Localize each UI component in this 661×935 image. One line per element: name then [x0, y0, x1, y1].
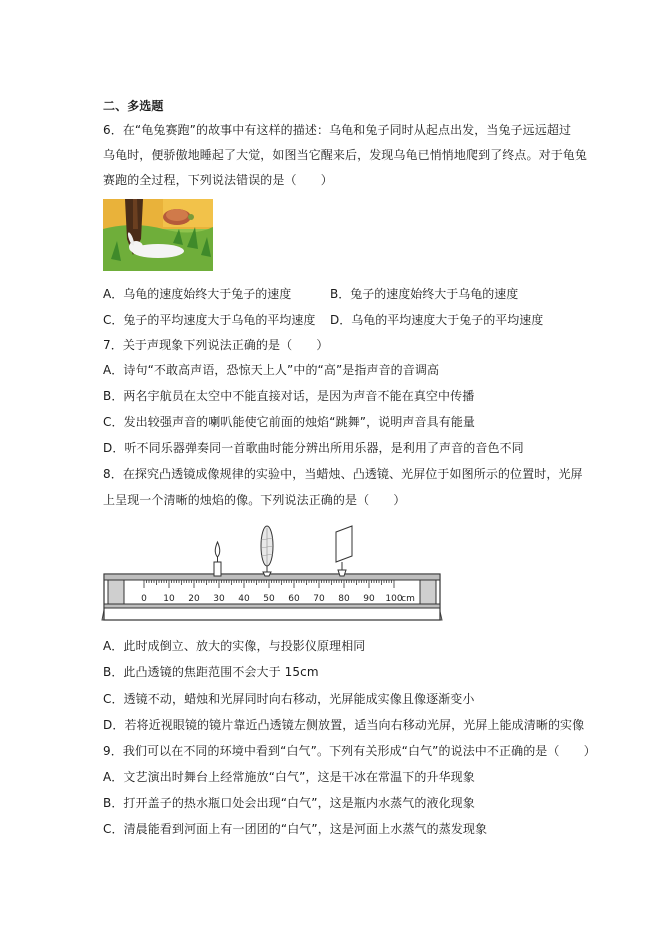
- optical-bench-diagram: [100, 520, 445, 625]
- question-6-option-b: B．兔子的速度始终大于乌龟的速度: [330, 287, 519, 301]
- ruler-tick-label: 100: [385, 594, 403, 604]
- question-7-option-d: D．听不同乐器弹奏同一首歌曲时能分辨出所用乐器，是利用了声音的音色不同: [103, 441, 524, 455]
- section-title: 二、多选题: [103, 99, 164, 113]
- ruler-tick-label: 60: [288, 594, 300, 604]
- question-8-option-a: A．此时成倒立、放大的实像，与投影仪原理相同: [103, 639, 366, 653]
- question-7-option-c: C．发出较强声音的喇叭能使它前面的烛焰“跳舞”，说明声音具有能量: [103, 415, 476, 429]
- question-8-line-2: 上呈现一个清晰的烛焰的像。下列说法正确的是（ ）: [103, 493, 406, 507]
- question-8-option-b: B．此凸透镜的焦距范围不会大于 15cm: [103, 665, 319, 679]
- ruler-tick-label: 0: [141, 594, 147, 604]
- question-7-option-a: A．诗句“不敢高声语，恐惊天上人”中的“高”是指声音的音调高: [103, 363, 440, 377]
- question-6-option-c: C．兔子的平均速度大于乌龟的平均速度: [103, 313, 316, 327]
- question-6-line-1: 6．在“龟兔赛跑”的故事中有这样的描述：乌龟和兔子同时从起点出发，当兔子远远超过: [103, 123, 572, 137]
- ruler-tick-label: 70: [313, 594, 325, 604]
- question-6-line-3: 赛跑的全过程，下列说法错误的是（ ）: [103, 173, 333, 187]
- question-8-line-1: 8．在探究凸透镜成像规律的实验中，当蜡烛、凸透镜、光屏位于如图所示的位置时，光屏: [103, 467, 583, 481]
- ruler-tick-label: 40: [238, 594, 250, 604]
- ruler-tick-label: 50: [263, 594, 275, 604]
- question-9-option-c: C．清晨能看到河面上有一团团的“白气”，这是河面上水蒸气的蒸发现象: [103, 822, 488, 836]
- question-6-option-d: D．乌龟的平均速度大于兔子的平均速度: [330, 313, 544, 327]
- question-7-option-b: B．两名宇航员在太空中不能直接对话，是因为声音不能在真空中传播: [103, 389, 475, 403]
- question-6-line-2: 乌龟时，便骄傲地睡起了大觉，如图当它醒来后，发现乌龟已悄悄地爬到了终点。对于龟兔: [103, 148, 588, 162]
- ruler-tick-label: 80: [338, 594, 350, 604]
- question-7-stem: 7．关于声现象下列说法正确的是（ ）: [103, 338, 329, 352]
- question-8-option-d: D．若将近视眼镜的镜片靠近凸透镜左侧放置，适当向右移动光屏，光屏上能成清晰的实像: [103, 718, 585, 732]
- ruler-tick-label: 20: [188, 594, 200, 604]
- question-9-option-a: A．文艺演出时舞台上经常施放“白气”，这是干冰在常温下的升华现象: [103, 770, 475, 784]
- ruler-tick-label: 30: [213, 594, 225, 604]
- question-8-option-c: C．透镜不动，蜡烛和光屏同时向右移动，光屏能成实像且像逐渐变小: [103, 692, 475, 706]
- question-6-option-a: A．乌龟的速度始终大于兔子的速度: [103, 287, 292, 301]
- tortoise-hare-illustration: [103, 199, 213, 271]
- ruler-tick-label: 10: [163, 594, 175, 604]
- question-9-stem: 9．我们可以在不同的环境中看到“白气”。下列有关形成“白气”的说法中不正确的是（ ）: [103, 744, 596, 758]
- ruler-tick-label: cm: [401, 594, 415, 604]
- question-9-option-b: B．打开盖子的热水瓶口处会出现“白气”，这是瓶内水蒸气的液化现象: [103, 796, 475, 810]
- ruler-tick-label: 90: [363, 594, 375, 604]
